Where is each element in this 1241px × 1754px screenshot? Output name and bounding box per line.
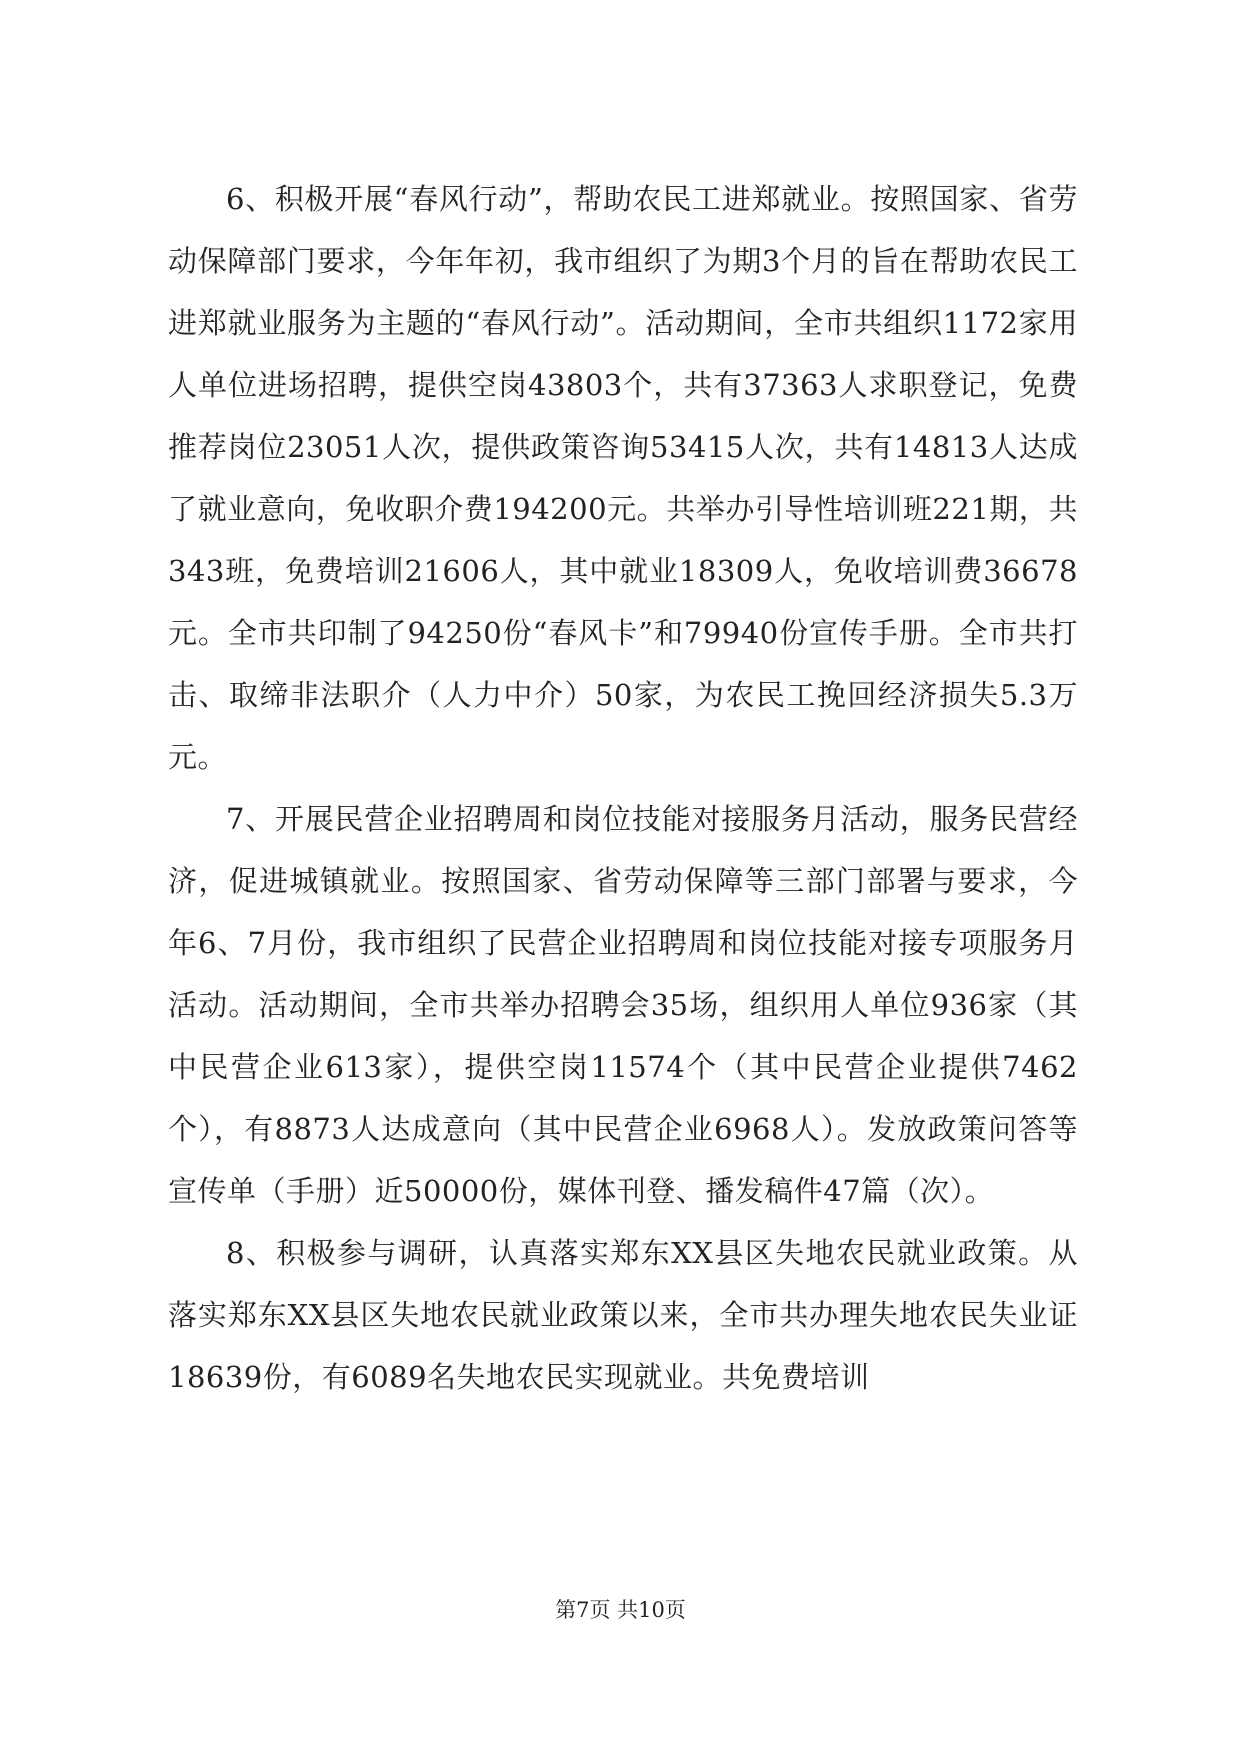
paragraph-6-spring-breeze-action: 6、积极开展“春风行动”，帮助农民工进郑就业。按照国家、省劳动保障部门要求，今年年初，我市组织了为期3个月的旨在帮助农民工进郑就业服务为主题的“春风行动”。活动期间，全市共组织1172家用人单位进场招聘，提供空岗43803个，共有37363人求职登记，免费推荐岗位23051人次，提供政策咨询53415人次，共有14813人达成了就业意向，免收职介费194200元。共举办引导性培训班221期，共343班，免费培训21606人，其中就业18309人，免收培训费36678元。全市共印制了94250份“春风卡”和79940份宣传手册。全市共打击、取缔非法职介（人力中介）50家，为农民工挽回经济损失5.3万元。 bbox=[168, 182, 1078, 774]
paragraph-8-landless-farmers-policy: 8、积极参与调研，认真落实郑东XX县区失地农民就业政策。从落实郑东XX县区失地农民就业政策以来，全市共办理失地农民失业证18639份，有6089名失地农民实现就业。共免费培训 bbox=[168, 1236, 1078, 1394]
page-number-footer: 第7页 共10页 bbox=[555, 1598, 686, 1622]
body-text bbox=[168, 168, 1078, 1408]
paragraph-7-private-enterprise-recruitment: 7、开展民营企业招聘周和岗位技能对接服务月活动，服务民营经济，促进城镇就业。按照国家、省劳动保障等三部门部署与要求，今年6、7月份，我市组织了民营企业招聘周和岗位技能对接专项服务月活动。活动期间，全市共举办招聘会35场，组织用人单位936家（其中民营企业613家），提供空岗11574个（其中民营企业提供7462个），有8873人达成意向（其中民营企业6968人）。发放政策问答等宣传单（手册）近50000份，媒体刊登、播发稿件47篇（次）。 bbox=[168, 802, 1078, 1208]
